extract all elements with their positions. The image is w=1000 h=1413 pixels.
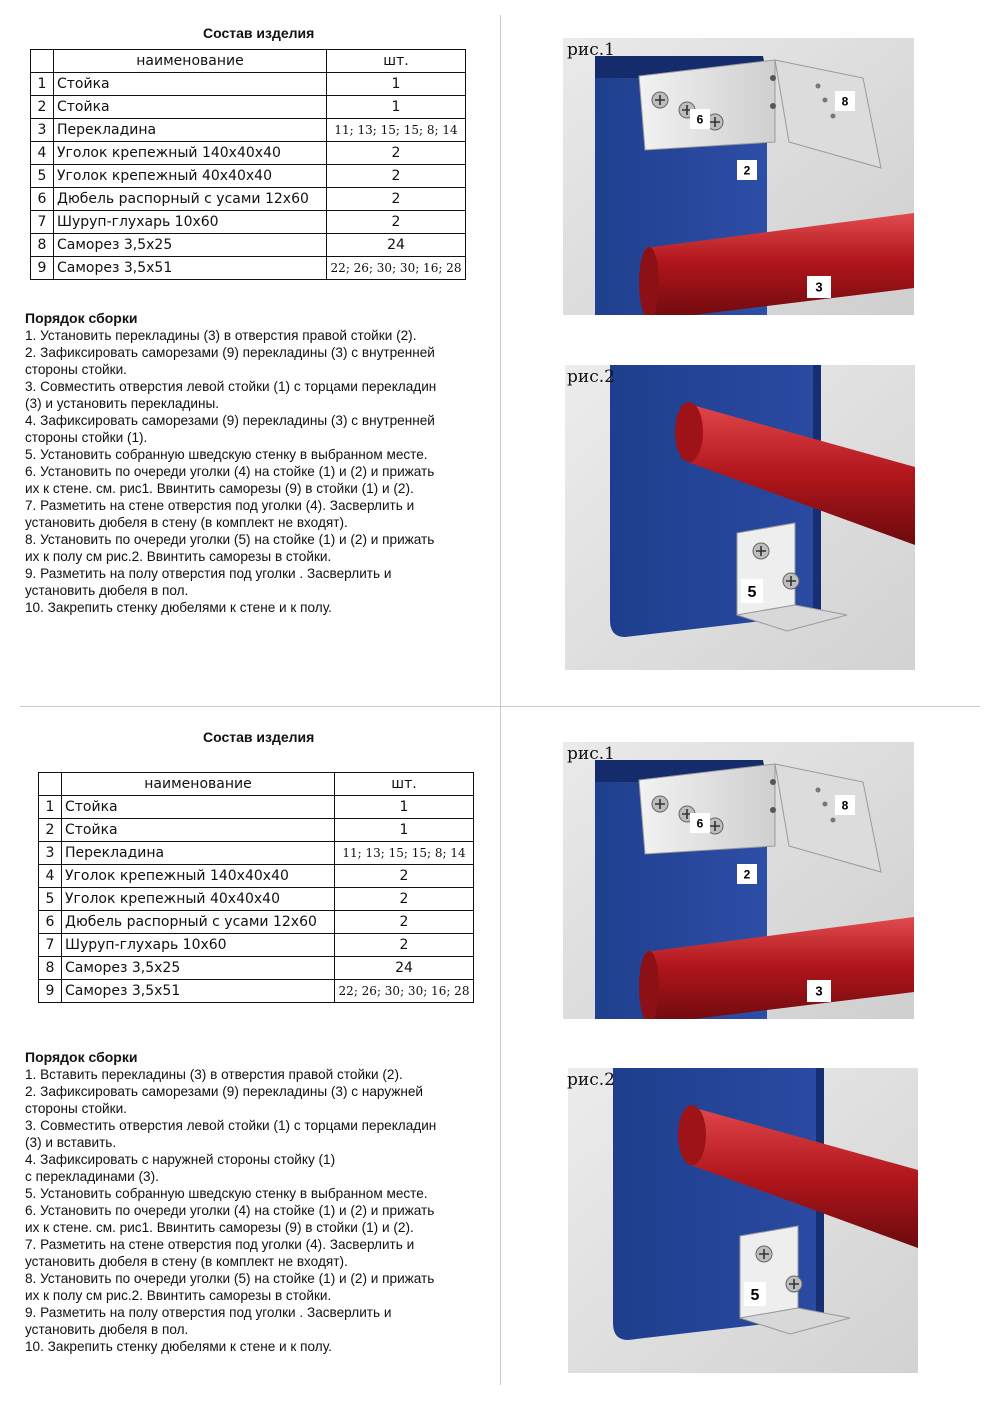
step-item: 10. Закрепить стенку дюбелями к стене и к полу. (25, 1339, 332, 1354)
row-number: 7 (39, 934, 62, 957)
figure-2-label: рис.2 (567, 1070, 615, 1090)
row-qty: 2 (327, 142, 466, 165)
callout-label: 3 (815, 983, 823, 999)
row-qty: 11; 13; 15; 15; 8; 14 (335, 842, 474, 865)
step-item: 4. Зафиксировать саморезами (9) перекладины (3) с внутренней стороны стойки (1). (25, 413, 435, 445)
row-name: Стойка (62, 796, 335, 819)
table-row (39, 865, 474, 888)
callout-label: 5 (747, 584, 757, 601)
row-name: Шуруп-глухарь 10х60 (62, 934, 335, 957)
step-item: 1. Вставить перекладины (3) в отверстия правой стойки (2). (25, 1067, 403, 1082)
table-row (39, 911, 474, 934)
row-name: Саморез 3,5х25 (62, 957, 335, 980)
step-item: 1. Установить перекладины (3) в отверстия правой стойки (2). (25, 328, 417, 343)
row-number: 5 (39, 888, 62, 911)
table-row (39, 888, 474, 911)
row-number: 1 (39, 796, 62, 819)
row-name: Стойка (54, 96, 327, 119)
parts-table (38, 772, 474, 1003)
figure-2-image (565, 365, 915, 670)
row-name: Дюбель распорный с усами 12х60 (54, 188, 327, 211)
row-name: Уголок крепежный 40х40х40 (62, 888, 335, 911)
row-name: Уголок крепежный 40х40х40 (54, 165, 327, 188)
row-qty: 1 (327, 96, 466, 119)
step-item: 9. Разметить на полу отверстия под уголки . Засверлить и установить дюбеля в пол. (25, 566, 392, 598)
row-name: Уголок крепежный 140х40х40 (54, 142, 327, 165)
row-name: Перекладина (54, 119, 327, 142)
row-name: Шуруп-глухарь 10х60 (54, 211, 327, 234)
table-row (39, 842, 474, 865)
instruction-sheet-bottom (0, 706, 1000, 1412)
row-qty: 24 (327, 234, 466, 257)
table-row (39, 934, 474, 957)
row-number: 5 (31, 165, 54, 188)
row-number: 9 (39, 980, 62, 1003)
row-qty: 22; 26; 30; 30; 16; 28 (335, 980, 474, 1003)
parts-title: Состав изделия (203, 729, 315, 745)
row-qty: 2 (335, 934, 474, 957)
header-cell: шт. (327, 50, 466, 73)
header-cell (31, 50, 54, 73)
parts-title: Состав изделия (203, 25, 315, 41)
row-qty: 11; 13; 15; 15; 8; 14 (327, 119, 466, 142)
table-row (31, 234, 466, 257)
figure-2-label: рис.2 (567, 367, 615, 387)
table-row (39, 819, 474, 842)
step-item: 5. Установить собранную шведскую стенку в выбранном месте. (25, 447, 428, 462)
row-number: 2 (39, 819, 62, 842)
row-number: 6 (31, 188, 54, 211)
header-cell (39, 773, 62, 796)
row-qty: 2 (335, 911, 474, 934)
callout-label: 3 (815, 279, 823, 295)
callout-label: 6 (696, 112, 704, 127)
figure-1-image (563, 38, 914, 315)
step-item: 2. Зафиксировать саморезами (9) перекладины (3) с наружней стороны стойки. (25, 1084, 424, 1116)
row-qty: 1 (335, 796, 474, 819)
table-row (39, 980, 474, 1003)
table-row (31, 119, 466, 142)
assembly-title: Порядок сборки (25, 1049, 138, 1065)
callout-label: 8 (841, 94, 849, 109)
figure-1-label: рис.1 (567, 744, 615, 764)
table-row (39, 957, 474, 980)
step-item: 6. Установить по очереди уголки (4) на стойке (1) и (2) и прижать их к стене. см. рис1. Ввинтить саморезы (9) в стойки (1) и (2). (25, 1203, 435, 1235)
step-item: 2. Зафиксировать саморезами (9) перекладины (3) с внутренней стороны стойки. (25, 345, 435, 377)
assembly-steps (25, 1049, 495, 1355)
step-item: 9. Разметить на полу отверстия под уголки . Засверлить и установить дюбеля в пол. (25, 1305, 392, 1337)
row-number: 3 (31, 119, 54, 142)
row-qty: 2 (327, 211, 466, 234)
table-row (31, 73, 466, 96)
row-qty: 2 (327, 188, 466, 211)
row-name: Саморез 3,5х25 (54, 234, 327, 257)
row-qty: 1 (335, 819, 474, 842)
row-name: Уголок крепежный 140х40х40 (62, 865, 335, 888)
table-row (31, 211, 466, 234)
callout-label: 5 (750, 1287, 760, 1304)
table-header (39, 773, 474, 796)
callout-label: 6 (696, 816, 704, 831)
step-item: 8. Установить по очереди уголки (5) на стойке (1) и (2) и прижать их к полу см рис.2. Ввинтить саморезы в стойки. (25, 1271, 435, 1303)
step-item: 7. Разметить на стене отверстия под уголки (4). Засверлить и установить дюбеля в стену (в комплект не входят). (25, 1237, 415, 1269)
header-cell: наименование (54, 50, 327, 73)
step-item: 4. Зафиксировать с наружней стороны стойку (1) с перекладинами (3). (25, 1152, 336, 1184)
table-row (39, 796, 474, 819)
assembly-title: Порядок сборки (25, 310, 138, 326)
row-name: Дюбель распорный с усами 12х60 (62, 911, 335, 934)
row-name: Стойка (54, 73, 327, 96)
table-row (31, 165, 466, 188)
figure-1-image (563, 742, 914, 1019)
row-qty: 2 (335, 865, 474, 888)
row-number: 2 (31, 96, 54, 119)
row-qty: 1 (327, 73, 466, 96)
row-name: Саморез 3,5х51 (54, 257, 327, 280)
row-number: 4 (31, 142, 54, 165)
assembly-steps (25, 310, 495, 616)
step-item: 3. Совместить отверстия левой стойки (1) с торцами перекладин (3) и вставить. (25, 1118, 437, 1150)
row-number: 3 (39, 842, 62, 865)
header-cell: наименование (62, 773, 335, 796)
step-item: 7. Разметить на стене отверстия под уголки (4). Засверлить и установить дюбеля в стену (в комплект не входят). (25, 498, 415, 530)
parts-table (30, 49, 466, 280)
row-number: 7 (31, 211, 54, 234)
table-row (31, 188, 466, 211)
row-number: 1 (31, 73, 54, 96)
row-number: 8 (39, 957, 62, 980)
header-cell: шт. (335, 773, 474, 796)
row-qty: 2 (335, 888, 474, 911)
step-item: 6. Установить по очереди уголки (4) на стойке (1) и (2) и прижать их к стене. см. рис1. Ввинтить саморезы (9) в стойки (1) и (2). (25, 464, 435, 496)
callout-label: 2 (743, 163, 751, 178)
callout-label: 2 (743, 867, 751, 882)
row-qty: 2 (327, 165, 466, 188)
row-number: 4 (39, 865, 62, 888)
figure-2-image (568, 1068, 918, 1373)
step-item: 3. Совместить отверстия левой стойки (1) с торцами перекладин (3) и установить перекладины. (25, 379, 437, 411)
row-number: 6 (39, 911, 62, 934)
step-item: 10. Закрепить стенку дюбелями к стене и к полу. (25, 600, 332, 615)
row-qty: 22; 26; 30; 30; 16; 28 (327, 257, 466, 280)
step-item: 5. Установить собранную шведскую стенку в выбранном месте. (25, 1186, 428, 1201)
table-header (31, 50, 466, 73)
row-name: Перекладина (62, 842, 335, 865)
instruction-sheet-top (0, 0, 1000, 706)
table-row (31, 257, 466, 280)
row-number: 8 (31, 234, 54, 257)
row-qty: 24 (335, 957, 474, 980)
figure-1-label: рис.1 (567, 40, 615, 60)
row-name: Стойка (62, 819, 335, 842)
table-row (31, 142, 466, 165)
row-number: 9 (31, 257, 54, 280)
callout-label: 8 (841, 798, 849, 813)
step-item: 8. Установить по очереди уголки (5) на стойке (1) и (2) и прижать их к полу см рис.2. Ввинтить саморезы в стойки. (25, 532, 435, 564)
table-row (31, 96, 466, 119)
row-name: Саморез 3,5х51 (62, 980, 335, 1003)
